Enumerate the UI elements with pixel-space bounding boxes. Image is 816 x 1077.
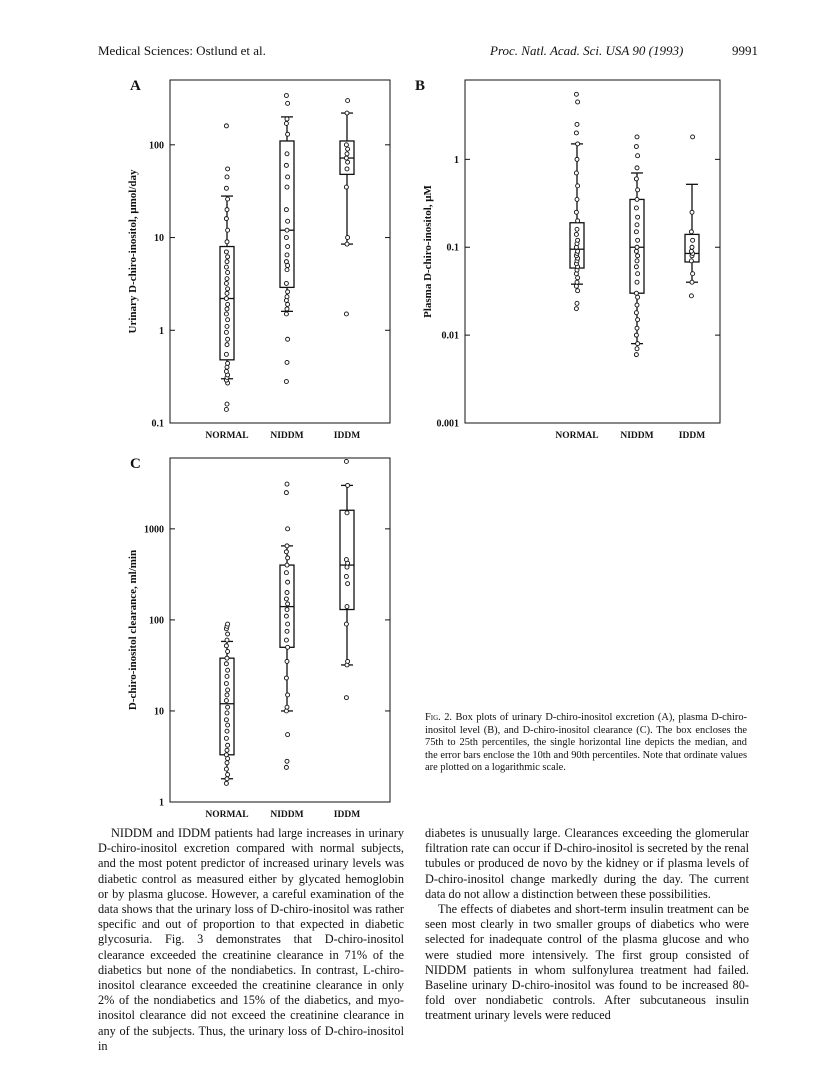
data-point [284,614,288,618]
data-point [286,132,290,136]
data-point [344,143,348,147]
data-point [285,117,289,121]
data-point [690,210,694,214]
data-point [346,582,350,586]
data-point [575,280,579,284]
x-tick-label: NIDDM [620,431,654,441]
data-point [345,605,349,609]
data-point [284,121,288,125]
y-tick-label: 1000 [144,524,164,536]
data-point [635,303,639,307]
data-point [286,622,290,626]
data-point [226,228,230,232]
data-point [286,219,290,223]
data-point [284,571,288,575]
data-point [284,638,288,642]
y-tick-label: 1 [454,154,459,166]
data-point [286,527,290,531]
data-point [689,230,693,234]
data-point [285,659,289,663]
data-point [225,729,229,733]
data-point [284,597,288,601]
data-point [691,272,695,276]
data-point [635,135,639,139]
data-point [346,483,350,487]
data-point [344,622,348,626]
data-point [225,324,229,328]
data-point [224,369,228,373]
data-point [284,550,288,554]
data-point [345,152,349,156]
data-point [576,289,580,293]
page-number: 9991 [732,43,758,58]
data-point [689,259,693,263]
data-point [345,111,349,115]
y-tick-label: 10 [154,706,164,718]
data-point [226,197,230,201]
data-point [284,163,288,167]
data-point [224,281,228,285]
data-point [345,242,349,246]
data-point [574,307,578,311]
data-point [284,260,288,264]
y-axis-label: Urinary D-chiro-inositol, μmol/day [127,169,139,334]
data-point [634,353,638,357]
data-point [225,638,229,642]
data-point [284,491,288,495]
data-point [691,238,695,242]
data-point [344,312,348,316]
data-point [226,337,230,341]
body-column-left [98,826,404,1054]
data-point [285,152,289,156]
caption-label: Fig. 2. [425,712,452,723]
data-point [576,100,580,104]
data-point [224,718,228,722]
data-point [635,347,639,351]
data-point [344,574,348,578]
data-point [224,186,228,190]
data-point [576,219,580,223]
data-point [286,245,290,249]
data-point [575,157,579,161]
data-point [574,131,578,135]
data-point [284,94,288,98]
data-point [345,565,349,569]
data-point [636,295,640,299]
y-tick-label: 0.001 [436,418,459,430]
data-point [225,711,229,715]
data-point [225,693,229,697]
y-tick-label: 1 [159,325,164,337]
data-point [344,696,348,700]
data-point [574,232,578,236]
data-point [285,360,289,364]
x-tick-label: IDDM [333,810,361,820]
data-point [225,365,229,369]
data-point [635,280,639,284]
data-point [635,197,639,201]
data-point [226,287,230,291]
caption-text: Box plots of urinary D-chiro-inositol excretion (A), plasma D-chiro-inositol level (B), and D-chiro-inositol clearance (C). The box encloses the 75th to 25th percentiles, the single horizontal line depicts the median, and the error bars enclose the 10th and 90th percentiles. Note that ordinate values are plotted on a logarithmic scale. [425,712,747,774]
data-point [344,459,348,463]
data-point [575,122,579,126]
x-tick-label: IDDM [333,431,361,441]
data-point [225,175,229,179]
panel-label: A [130,78,141,94]
data-point [225,761,229,765]
data-point [226,167,230,171]
data-point [634,291,638,295]
data-point [226,668,230,672]
data-point [346,147,350,151]
y-tick-label: 0.1 [446,242,459,254]
data-point [286,556,290,560]
data-point [286,733,290,737]
x-tick-label: NIDDM [270,810,304,820]
data-point [226,255,230,259]
plot-frame [465,80,720,423]
data-point [286,337,290,341]
body-paragraph: diabetes is unusually large. Clearances exceeding the glomerular filtration rate can occur if D-chiro-inositol is secreted by the renal tubules or produced de novo by the kidney or if plasma levels of D-chiro-inositol change markedly during the day. The current data do not allow a distinction between these possibilities. [425,826,749,901]
data-point [224,265,228,269]
data-point [224,753,228,757]
data-point [636,215,640,219]
data-point [285,544,289,548]
data-point [226,622,230,626]
data-point [636,154,640,158]
data-point [225,291,229,295]
data-point [636,342,640,346]
data-point [346,659,350,663]
data-point [634,206,638,210]
data-point [284,281,288,285]
data-point [286,602,290,606]
data-point [286,693,290,697]
y-tick-label: 0.01 [441,330,459,342]
data-point [346,236,350,240]
data-point [286,580,290,584]
data-point [285,482,289,486]
data-point [286,175,290,179]
data-point [225,674,229,678]
data-point [636,272,640,276]
data-point [635,259,639,263]
data-point [226,632,230,636]
data-point [225,277,229,281]
body-paragraph: NIDDM and IDDM patients had large increases in urinary D-chiro-inositol excretion compared with normal subjects, and the most potent predictor of increased urinary levels was diabetic control as measured either by glycated hemoglobin or by plasma glucose. However, a careful examination of the data shows that the urinary loss of D-chiro-inositol was rather specific and out of proportion to that expected in diabetic glycosuria. Fig. 3 demonstrates that D-chiro-inositol clearance exceeded the creatinine clearance in 71% of the diabetics but none of the nondiabetics. In contrast, L-chiro-inositol clearance exceeded the creatinine clearance in only 2% of the nondiabetics and 15% of the diabetics, and myo-inositol clearance did not exceed the creatinine clearance in any of the subjects. Thus, the urinary loss of D-chiro-inositol in [98,826,404,1053]
panel-c-chart [95,448,405,820]
data-point [224,699,228,703]
y-tick-label: 100 [149,615,164,627]
data-point [346,160,350,164]
data-point [635,245,639,249]
data-point [285,228,289,232]
data-point [226,688,230,692]
x-tick-label: IDDM [678,431,706,441]
data-point [344,156,348,160]
data-point [224,352,228,356]
data-point [635,166,639,170]
data-point [225,402,229,406]
data-point [634,311,638,315]
data-point [285,608,289,612]
data-point [224,682,228,686]
data-point [224,312,228,316]
data-point [575,227,579,231]
data-point [284,208,288,212]
data-point [345,167,349,171]
data-point [636,254,640,258]
data-point [285,295,289,299]
data-point [224,781,228,785]
data-point [574,171,578,175]
data-point [635,223,639,227]
y-tick-label: 0.1 [151,418,164,430]
data-point [689,294,693,298]
data-point [286,101,290,105]
data-point [224,124,228,128]
data-point [285,705,289,709]
data-point [286,290,290,294]
data-point [575,301,579,305]
data-point [225,343,229,347]
data-point [224,250,228,254]
x-tick-label: NORMAL [555,431,599,441]
data-point [576,184,580,188]
data-point [224,736,228,740]
body-column-right [425,826,749,1024]
data-point [634,249,638,253]
data-point [226,723,230,727]
data-point [635,326,639,330]
data-point [285,759,289,763]
data-point [285,563,289,567]
data-point [226,705,230,709]
data-point [286,302,290,306]
data-point [224,330,228,334]
data-point [634,265,638,269]
data-point [634,333,638,337]
figure-caption [425,712,747,775]
data-point [285,307,289,311]
data-point [634,230,638,234]
data-point [574,210,578,214]
data-point [286,645,290,649]
data-point [226,743,230,747]
data-point [226,302,230,306]
data-point [636,318,640,322]
data-point [225,748,229,752]
running-header-left: Medical Sciences: Ostlund et al. [98,43,266,58]
data-point [576,276,580,280]
data-point [636,188,640,192]
data-point [226,318,230,322]
data-point [226,361,230,365]
data-point [224,217,228,221]
data-point [226,773,230,777]
data-point [224,297,228,301]
x-tick-label: NORMAL [205,431,249,441]
x-tick-label: NORMAL [205,810,249,820]
data-point [285,590,289,594]
data-point [284,765,288,769]
data-point [224,767,228,771]
y-axis-label: Plasma D-chiro-inositol, μM [422,185,434,318]
data-point [574,92,578,96]
panel-label: B [415,78,426,94]
panel-b-chart [405,70,735,445]
data-point [284,236,288,240]
data-point [225,307,229,311]
data-point [285,268,289,272]
data-point [691,135,695,139]
data-point [225,240,229,244]
x-tick-label: NIDDM [270,431,304,441]
data-point [346,99,350,103]
data-point [344,185,348,189]
data-point [690,280,694,284]
data-point [285,185,289,189]
panel-label: C [130,456,141,472]
data-point [634,177,638,181]
data-point [226,649,230,653]
data-point [344,558,348,562]
data-point [224,407,228,411]
data-point [345,511,349,515]
data-point [225,208,229,212]
data-point [689,249,693,253]
data-point [636,238,640,242]
data-point [576,142,580,146]
data-point [224,644,228,648]
y-axis-label: D-chiro-inositol clearance, ml/min [127,549,139,711]
data-point [225,777,229,781]
data-point [576,238,580,242]
data-point [575,197,579,201]
y-tick-label: 1 [159,797,164,809]
data-point [284,312,288,316]
y-tick-label: 10 [154,233,164,245]
body-paragraph: The effects of diabetes and short-term insulin treatment can be seen most clearly in two smaller groups of diabetics who were selected for inadequate control of the plasma glucose and who were studied more intensively. The first group consisted of NIDDM patients in whom sulfonylurea treatment had failed. Baseline urinary D-chiro-inositol was found to be increased 80-fold over nondiabetic controls. After subcutaneous insulin treatment urinary levels were reduced [425,902,749,1023]
running-header-journal: Proc. Natl. Acad. Sci. USA 90 (1993) [490,43,684,58]
data-point [226,270,230,274]
data-point [225,656,229,660]
data-point [576,249,580,253]
data-point [284,380,288,384]
data-point [690,245,694,249]
panel-a-chart [95,70,405,445]
data-point [285,629,289,633]
data-point [285,253,289,257]
data-point [634,145,638,149]
y-tick-label: 100 [149,140,164,152]
data-point [574,284,578,288]
data-point [284,676,288,680]
data-point [224,662,228,666]
data-point [225,260,229,264]
